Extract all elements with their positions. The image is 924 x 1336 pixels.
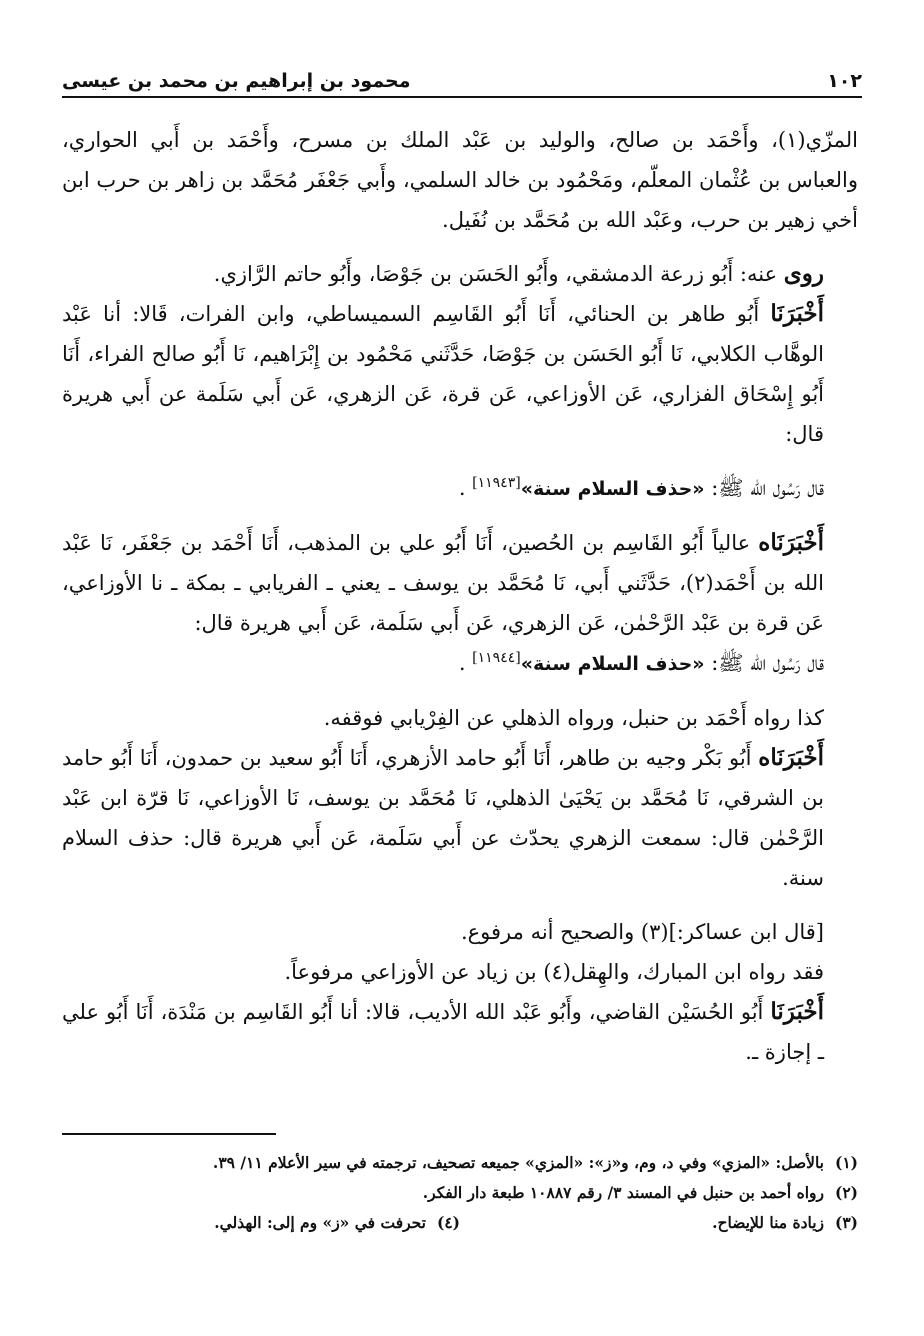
- hadith-2-intro: قال رَسُول الله ﷺ:: [704, 651, 824, 675]
- paragraph-9: [قال ابن عساكر:](٣) والصحيح أنه مرفوع.: [460, 920, 824, 944]
- paragraph-11-text: أَبُو الحُسَيْن القاضي، وأَبُو عَبْد الله الأديب، قالا: أنا أَبُو القَاسِم بن مَنْدَة، أَنَا أَبُو علي ـ إجازة ـ.: [62, 1000, 824, 1064]
- hadith-1-quote: «حذف السلام سنة»: [520, 478, 705, 500]
- footnote-4-number: (٤): [436, 1213, 460, 1232]
- footnote-3-text: زيادة منا للإيضاح.: [712, 1213, 824, 1232]
- paragraph-5: [62, 523, 858, 643]
- paragraph-11: [62, 992, 858, 1072]
- main-text: [62, 120, 858, 1072]
- paragraph-7: كذا رواه أَحْمَد بن حنبل، ورواه الذهلي عن الفِرْيابي فوقفه.: [323, 706, 824, 730]
- keyword-akhbarana: أَخْبَرَنَا: [770, 300, 824, 327]
- keyword-rawa: روى: [783, 260, 824, 287]
- footnote-3-number: (٣): [834, 1213, 858, 1232]
- footnote-1: [62, 1148, 858, 1178]
- hadith-2-number: [١١٩٤٤]: [472, 650, 521, 666]
- paragraph-3-text: أَبُو طاهر بن الحنائي، أَنَا أَبُو القَاسِم السميساطي، وابن الفرات، قَالا: أنا عَبْد الوهَّاب الكلابي، نَا أَبُو الحَسَن بن جَوْصَا، حَدَّثَني مَحْمُود بن إِبْرَاهيم، نَا أَبُو صالح الفراء، أَنَا أَبُو إِسْحَاق الفزاري، عَن الأوزاعي، عَن قرة، عَن الزهري، عَن أَبي سَلَمة عن أَبي هريرة قال:: [62, 302, 824, 446]
- paragraph-2-text: عنه: أَبُو زرعة الدمشقي، وأَبُو الحَسَن بن جَوْصَا، وأَبُو حاتم الرَّازي.: [213, 262, 784, 286]
- footnote-3: [460, 1208, 858, 1238]
- footnote-1-text: بالأصل: «المزي» وفي د، وم، و«ز»: «المزي» جميعه تصحيف، ترجمته في سير الأعلام ١١/ ٣٩.: [212, 1153, 824, 1172]
- paragraph-2: [62, 254, 858, 294]
- paragraph-8-text: أَبُو بَكْر وجيه بن طاهر، أَنَا أَبُو حامد الأزهري، أَنَا أَبُو سعيد بن حمدون، أَنَا أَبُو حامد بن الشرقي، نَا مُحَمَّد بن يَحْيَىٰ الذهلي، نَا مُحَمَّد بن يوسف، نَا الأوزاعي، نَا قرّة ابن عَبْد الرَّحْمٰن قال: سمعت الزهري يحدّث عن أَبي سَلَمة، عَن أَبي هريرة قال: حذف السلام سنة.: [62, 746, 824, 890]
- paragraph-10: فقد رواه ابن المبارك، والهِقل(٤) بن زياد عن الأوزاعي مرفوعاً.: [284, 960, 824, 984]
- page-number: ١٠٢: [827, 70, 862, 92]
- running-title: محمود بن إبراهيم بن محمد بن عيسى: [62, 70, 411, 92]
- paragraph-8: [62, 738, 858, 898]
- hadith-line-2: قال رَسُول الله ﷺ: «حذف السلام سنة»[١١٩٤٤] .: [458, 650, 824, 675]
- hadith-1-intro: قال رَسُول الله ﷺ:: [704, 476, 824, 500]
- footnote-4-text: تحرفت في «ز» وم إلى: الهذلي.: [214, 1213, 426, 1232]
- hadith-1-number: [١١٩٤٣]: [472, 475, 521, 491]
- paragraph-3: [62, 294, 858, 454]
- footnote-1-number: (١): [834, 1153, 858, 1172]
- footnote-4: [62, 1208, 460, 1238]
- footnote-rule: [62, 1133, 276, 1135]
- page-header: [62, 52, 862, 92]
- keyword-akhbaranah: أَخْبَرَنَاه: [758, 529, 824, 556]
- header-rule: [62, 96, 862, 98]
- footnotes: [62, 1148, 858, 1238]
- footnote-2-number: (٢): [834, 1183, 858, 1202]
- paragraph-5-text: عالياً أَبُو القَاسِم بن الحُصين، أَنَا أَبُو علي بن المذهب، أَنَا أَحْمَد بن جَعْفَر، نَا عَبْد الله بن أَحْمَد(٢)، حَدَّثَني أَبي، نَا مُحَمَّد بن يوسف ـ يعني ـ الفريابي ـ بمكة ـ نا الأوزاعي، عَن قرة بن عَبْد الرَّحْمٰن، عَن الزهري، عَن أَبي سَلَمة، عَن أَبي هريرة قال:: [62, 531, 824, 635]
- footnote-row-3-4: [62, 1208, 858, 1238]
- keyword-akhbaranah-2: أَخْبَرَنَاه: [758, 744, 824, 771]
- footnote-2: [62, 1178, 858, 1208]
- hadith-line-1: قال رَسُول الله ﷺ: «حذف السلام سنة»[١١٩٤٣] .: [458, 475, 824, 500]
- keyword-akhbarana-2: أَخْبَرَنَا: [770, 998, 824, 1025]
- footnote-2-text: رواه أحمد بن حنبل في المسند ٣/ رقم ١٠٨٨٧ طبعة دار الفكر.: [422, 1183, 824, 1202]
- hadith-2-quote: «حذف السلام سنة»: [520, 653, 705, 675]
- paragraph-1: المزّي(١)، وأَحْمَد بن صالح، والوليد بن عَبْد الملك بن مسرح، وأَحْمَد بن أَبي الحواري، والعباس بن عُثْمان المعلّم، ومَحْمُود بن خالد السلمي، وأَبي جَعْفَر مُحَمَّد بن زاهر بن حرب ابن أخي زهير بن حرب، وعَبْد الله بن مُحَمَّد بن نُفَيل.: [62, 128, 858, 232]
